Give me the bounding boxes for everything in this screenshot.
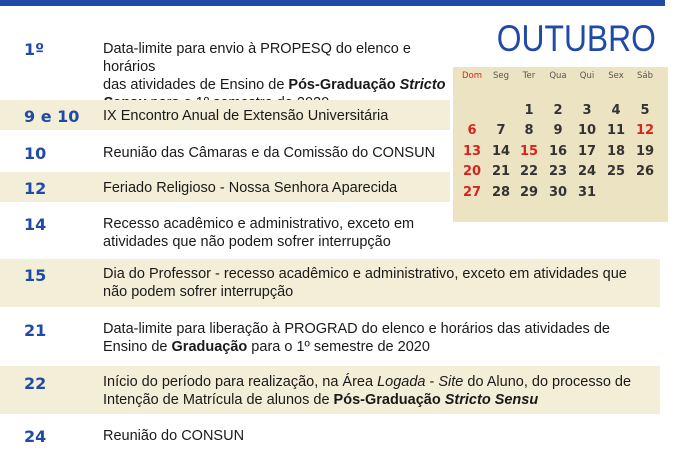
event-row [0,314,660,362]
description-line [103,283,627,301]
description-line [103,338,610,356]
description-line [103,76,450,94]
calendar-day: 24 [577,164,597,179]
event-row [0,259,660,307]
weekday-label: Qui [579,71,595,81]
description-line [103,233,414,251]
event-date: 1º [24,40,45,59]
text-segment: Stricto [399,77,446,93]
text-segment: Reunião do CONSUN [103,428,245,444]
mini-calendar [453,67,668,222]
text-segment: Site [438,374,464,390]
event-row [0,100,450,130]
calendar-day: 18 [606,144,626,159]
calendar-day: 5 [640,103,650,118]
text-segment: Graduação [171,339,248,355]
calendar-day: 2 [553,103,563,118]
event-description [103,144,435,162]
text-segment: não podem sofrer interrupção [103,284,294,300]
text-segment: Dia do Professor - recesso acadêmico e administrativo, exceto em atividades que [103,266,627,282]
calendar-day: 27 [462,185,482,200]
text-segment: do Aluno, do processo de [463,374,632,390]
description-line [103,265,627,283]
description-line [103,40,450,76]
calendar-day: 23 [548,164,568,179]
weekday-label: Sáb [637,71,653,81]
month-title: OUTUBRO [496,18,656,59]
calendar-day: 12 [635,123,655,138]
event-date: 12 [24,179,47,198]
text-segment: Pós-Graduação [333,392,445,408]
event-description [103,320,610,356]
calendar-day: 28 [491,185,511,200]
weekday-label: Dom [461,71,483,81]
description-line [103,215,414,233]
text-segment: IX Encontro Anual de Extensão Universitária [103,108,389,124]
event-description [103,179,397,197]
calendar-day: 8 [524,123,534,138]
calendar-day: 10 [577,123,597,138]
weekday-label: Qua [549,71,567,81]
event-date: 21 [24,321,47,340]
calendar-day: 13 [462,144,482,159]
description-line [103,391,631,409]
event-date: 15 [24,266,47,285]
event-description [103,265,627,301]
event-date: 9 e 10 [24,107,80,126]
text-segment: Ensino de [103,339,172,355]
event-row [0,210,450,256]
event-row [0,32,450,94]
calendar-day: 19 [635,144,655,159]
description-line [103,179,397,197]
calendar-day: 21 [491,164,511,179]
calendar-day: 29 [519,185,539,200]
calendar-day: 22 [519,164,539,179]
text-segment: Intenção de Matrícula de alunos de [103,392,334,408]
calendar-day: 30 [548,185,568,200]
event-row [0,420,660,454]
calendar-day: 15 [519,144,539,159]
top-rule [0,0,665,6]
text-segment: Início do período para realização, na Área [103,374,378,390]
text-segment: Recesso acadêmico e administrativo, exceto em [103,216,415,232]
event-row [0,137,450,169]
text-segment: Pós-Graduação [288,77,400,93]
event-description [103,427,244,445]
description-line [103,373,631,391]
calendar-day: 3 [582,103,592,118]
event-date: 22 [24,374,47,393]
calendar-day: 9 [553,123,563,138]
text-segment: Stricto Sensu [444,392,539,408]
event-description [103,107,388,125]
calendar-day: 1 [524,103,534,118]
text-segment: Logada [377,374,426,390]
calendar-day: 26 [635,164,655,179]
calendar-weekday-header [453,71,668,85]
text-segment: das atividades de Ensino de [103,77,289,93]
description-line [103,427,244,445]
text-segment: Feriado Religioso - Nossa Senhora Aparecida [103,180,398,196]
weekday-label: Seg [492,71,510,81]
calendar-day: 4 [611,103,621,118]
calendar-day: 6 [467,123,477,138]
calendar-day: 25 [606,164,626,179]
text-segment: Data-limite para envio à PROPESQ do elenco e horários [103,41,411,75]
event-date: 14 [24,215,47,234]
event-date: 10 [24,144,47,163]
event-description [103,373,631,409]
description-line [103,107,388,125]
weekday-label: Ter [522,71,536,81]
description-line [103,320,610,338]
text-segment: Reunião das Câmaras e da Comissão do CONSUN [103,145,436,161]
text-segment: para o 1º semestre de 2020 [247,339,430,355]
weekday-label: Sex [608,71,624,81]
calendar-day: 14 [491,144,511,159]
calendar-day: 20 [462,164,482,179]
text-segment: - [425,374,439,390]
event-description [103,215,414,251]
calendar-day: 7 [496,123,506,138]
description-line [103,144,435,162]
event-row [0,366,660,414]
calendar-day: 11 [606,123,626,138]
event-row [0,172,450,202]
calendar-day: 31 [577,185,597,200]
calendar-day: 17 [577,144,597,159]
event-date: 24 [24,427,47,446]
calendar-day: 16 [548,144,568,159]
text-segment: atividades que não podem sofrer interrupção [103,234,391,250]
text-segment: Data-limite para liberação à PROGRAD do elenco e horários das atividades de [103,321,610,337]
